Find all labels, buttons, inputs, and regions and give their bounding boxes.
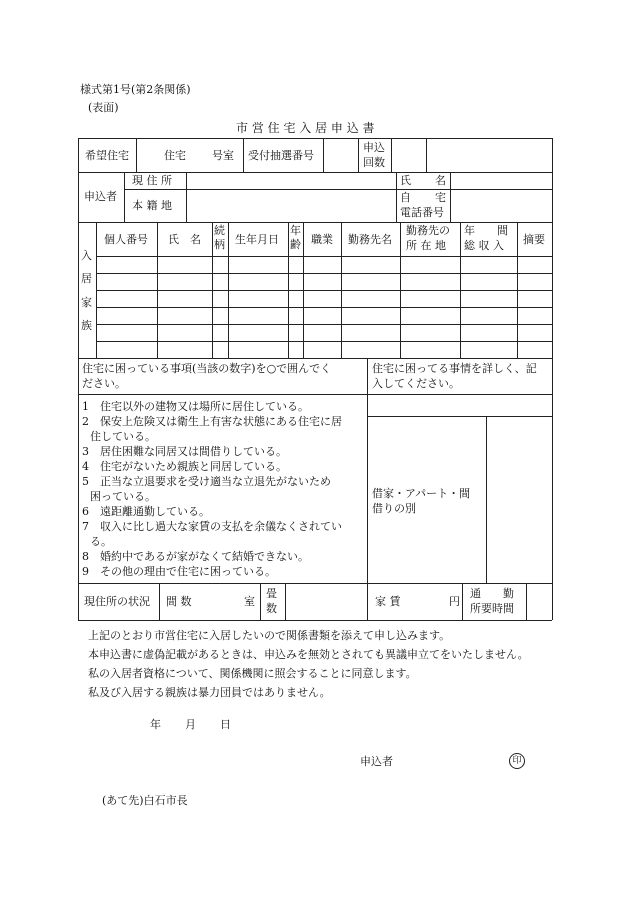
current-address-label: 現 住 所	[132, 174, 172, 187]
trouble-item: 7 収入に比し過大な家賃の支払を余儀なくされてい	[82, 520, 342, 533]
phone-label-taku: 宅	[435, 191, 446, 204]
header-workplace: 勤務先名	[348, 233, 392, 246]
header-age-bottom: 齢	[290, 238, 301, 251]
trouble-item: 5 正当な立退要求を受け適当な立退先がないため	[82, 475, 331, 488]
trouble-item: 住している。	[90, 430, 156, 443]
header-occupation: 職業	[311, 233, 333, 246]
commute-label-top: 通 勤	[470, 587, 514, 600]
trouble-item: 1 住宅以外の建物又は場所に居住している。	[82, 400, 309, 413]
header-relation-top: 続	[214, 224, 225, 237]
header-income-top: 年 間	[464, 224, 508, 237]
room-count-label: 間 数	[166, 595, 192, 608]
date-day-label: 日	[220, 718, 231, 731]
applicant-label: 申込者	[84, 190, 117, 203]
application-count-label-top: 申込	[363, 141, 385, 154]
header-work-location-bottom: 所 在 地	[406, 239, 446, 252]
family-side-label-4: 族	[81, 319, 92, 332]
form-number: 様式第1号(第2条関係)	[80, 83, 191, 96]
tatami-label-top: 畳	[266, 587, 277, 600]
family-side-label-3: 家	[81, 296, 92, 309]
header-individual-number: 個人番号	[104, 233, 148, 246]
phone-label-ji: 自	[400, 191, 411, 204]
declaration-line: 私の入居者資格について、関係機関に照会することに同意します。	[88, 667, 417, 680]
housing-label: 住宅	[164, 149, 186, 162]
desired-housing-label: 希望住宅	[85, 149, 129, 162]
family-side-label-1: 入	[81, 249, 92, 262]
tatami-label-bottom: 数	[266, 602, 277, 615]
seal-mark-icon: 印	[509, 753, 525, 769]
troubles-instruction-line2: ださい。	[82, 377, 126, 390]
application-count-label-bottom: 回数	[363, 156, 385, 169]
lottery-number-label: 受付抽選番号	[248, 149, 314, 162]
troubles-list	[82, 399, 342, 579]
domicile-label: 本 籍 地	[132, 199, 172, 212]
trouble-item: 困っている。	[90, 490, 156, 503]
header-birthdate: 生年月日	[235, 233, 279, 246]
declaration-line: 本申込書に虚偽記載があるときは、申込みを無効とされても異議申立てをいたしません。	[88, 648, 529, 661]
rental-type-label-line1: 借家・アパート・間	[372, 487, 471, 500]
page-title: 市 営 住 宅 入 居 申 込 書	[236, 121, 375, 135]
name-label-first: 氏	[400, 174, 411, 187]
signature-applicant-label: 申込者	[360, 755, 393, 768]
trouble-item: る。	[90, 535, 112, 548]
room-unit-label: 室	[244, 595, 255, 608]
trouble-item: 3 居住困難な同居又は間借りしている。	[82, 445, 287, 458]
commute-label-bottom: 所要時間	[470, 602, 514, 615]
header-name: 氏 名	[168, 233, 201, 246]
troubles-detail-line1: 住宅に困ってる事情を詳しく、記	[372, 362, 537, 375]
header-income-bottom: 総 収 入	[464, 239, 504, 252]
yen-label: 円	[449, 595, 460, 608]
trouble-item: 4 住宅がないため親族と同居している。	[82, 460, 287, 473]
declarations	[88, 626, 529, 702]
header-work-location-top: 勤務先の	[406, 224, 450, 237]
trouble-item: 8 婚約中であるが家がなくて結婚できない。	[82, 550, 309, 563]
declaration-line: 私及び入居する親族は暴力団員ではありません。	[88, 686, 331, 699]
rent-label: 家 賃	[375, 595, 401, 608]
troubles-detail-line2: 入してください。	[372, 377, 460, 390]
addressee: (あて先)白石市長	[102, 794, 188, 807]
trouble-item: 9 その他の理由で住宅に困っている。	[82, 565, 276, 578]
date-month-label: 月	[185, 718, 196, 731]
troubles-instruction-line1: 住宅に困っている事項(当該の数字)を○で囲んでく	[82, 362, 332, 375]
trouble-item: 2 保安上危険又は衛生上有害な状態にある住宅に居	[82, 415, 342, 428]
header-notes: 摘要	[523, 233, 545, 246]
room-number-label: 号室	[212, 149, 234, 162]
family-side-label-2: 居	[81, 272, 92, 285]
current-status-label: 現住所の状況	[84, 595, 150, 608]
rental-type-label-line2: 借りの別	[372, 502, 416, 515]
header-relation-bottom: 柄	[214, 238, 225, 251]
trouble-item: 6 遠距離通勤している。	[82, 505, 210, 518]
name-label-second: 名	[435, 174, 446, 187]
date-year-label: 年	[150, 718, 161, 731]
header-age-top: 年	[290, 224, 301, 237]
side-label: (表面)	[88, 101, 119, 114]
phone-number-label: 電話番号	[400, 206, 444, 219]
declaration-line: 上記のとおり市営住宅に入居したいので関係書類を添えて申し込みます。	[88, 629, 451, 642]
